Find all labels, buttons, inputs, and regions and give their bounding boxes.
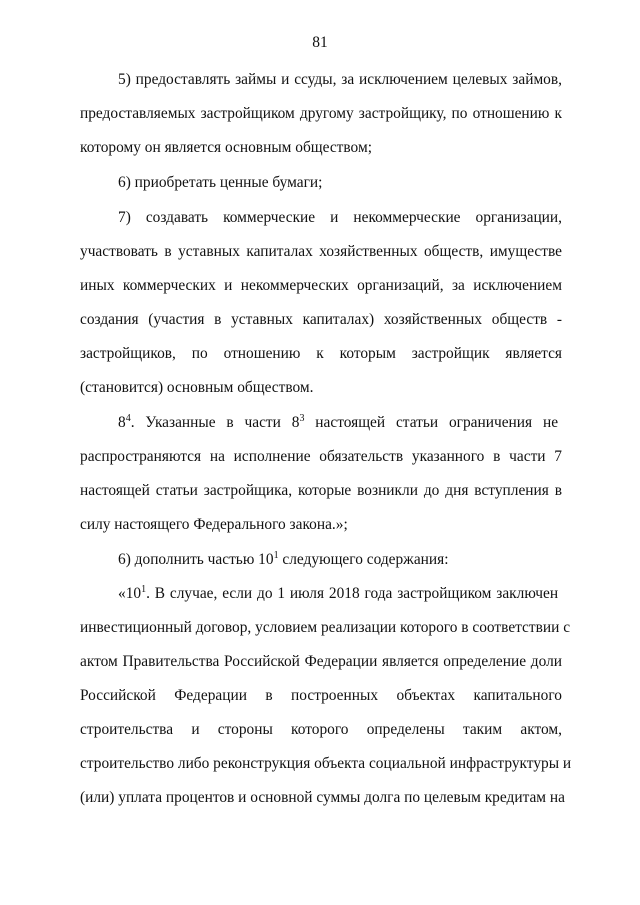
text-line: иных коммерческих и некоммерческих организаций, за исключением: [80, 277, 562, 294]
text-line-para-8-4: [118, 413, 562, 433]
text-line: предоставляемых застройщиком другому застройщику, по отношению к: [80, 105, 562, 122]
text-line: Российской Федерации в построенных объектах капитального: [80, 687, 562, 704]
text-line: которому он является основным обществом;: [80, 139, 372, 156]
text-line-amendment-6: [118, 550, 562, 570]
text-line: 7) создавать коммерческие и некоммерческие организации,: [118, 209, 562, 226]
text-line: распространяются на исполнение обязательств указанного в части 7: [80, 448, 562, 465]
para-number: 8: [118, 414, 126, 431]
text-fragment: 6) дополнить частью 10: [118, 551, 274, 568]
text-line: инвестиционный договор, условием реализации которого в соответствии с: [80, 619, 571, 636]
text-fragment: следующего содержания:: [282, 551, 449, 568]
text-line: 6) приобретать ценные бумаги;: [118, 174, 323, 191]
text-line: силу настоящего Федерального закона.»;: [80, 516, 348, 533]
reference-superscript: 3: [299, 413, 305, 424]
text-line-para-10-1: [118, 584, 562, 604]
text-line: (становится) основным обществом.: [80, 379, 314, 396]
text-line: 5) предоставлять займы и ссуды, за исключением целевых займов,: [118, 71, 562, 88]
text-fragment: . В случае, если до 1 июля 2018 года застройщиком заключен: [146, 585, 559, 602]
para-text-before: . Указанные в части 8: [130, 414, 300, 431]
text-line: участвовать в уставных капиталах хозяйственных обществ, имуществе: [80, 243, 562, 260]
superscript: 1: [273, 550, 279, 561]
para-text-after: настоящей статьи ограничения не: [304, 414, 559, 431]
text-fragment: «10: [118, 585, 142, 602]
text-line: актом Правительства Российской Федерации является определение доли: [80, 653, 562, 670]
superscript: 1: [141, 584, 147, 595]
text-line: (или) уплата процентов и основной суммы долга по целевым кредитам на: [80, 789, 565, 806]
page-number: 81: [312, 34, 328, 51]
text-line: строительство либо реконструкция объекта социальной инфраструктуры и: [80, 755, 572, 772]
text-line: настоящей статьи застройщика, которые возникли до дня вступления в: [80, 482, 562, 499]
text-line: строительства и стороны которого определены таким актом,: [80, 721, 562, 738]
text-line: создания (участия в уставных капиталах) хозяйственных обществ -: [80, 311, 562, 328]
text-line: застройщиков, по отношению к которым застройщик является: [80, 345, 562, 362]
para-number-superscript: 4: [125, 413, 131, 424]
